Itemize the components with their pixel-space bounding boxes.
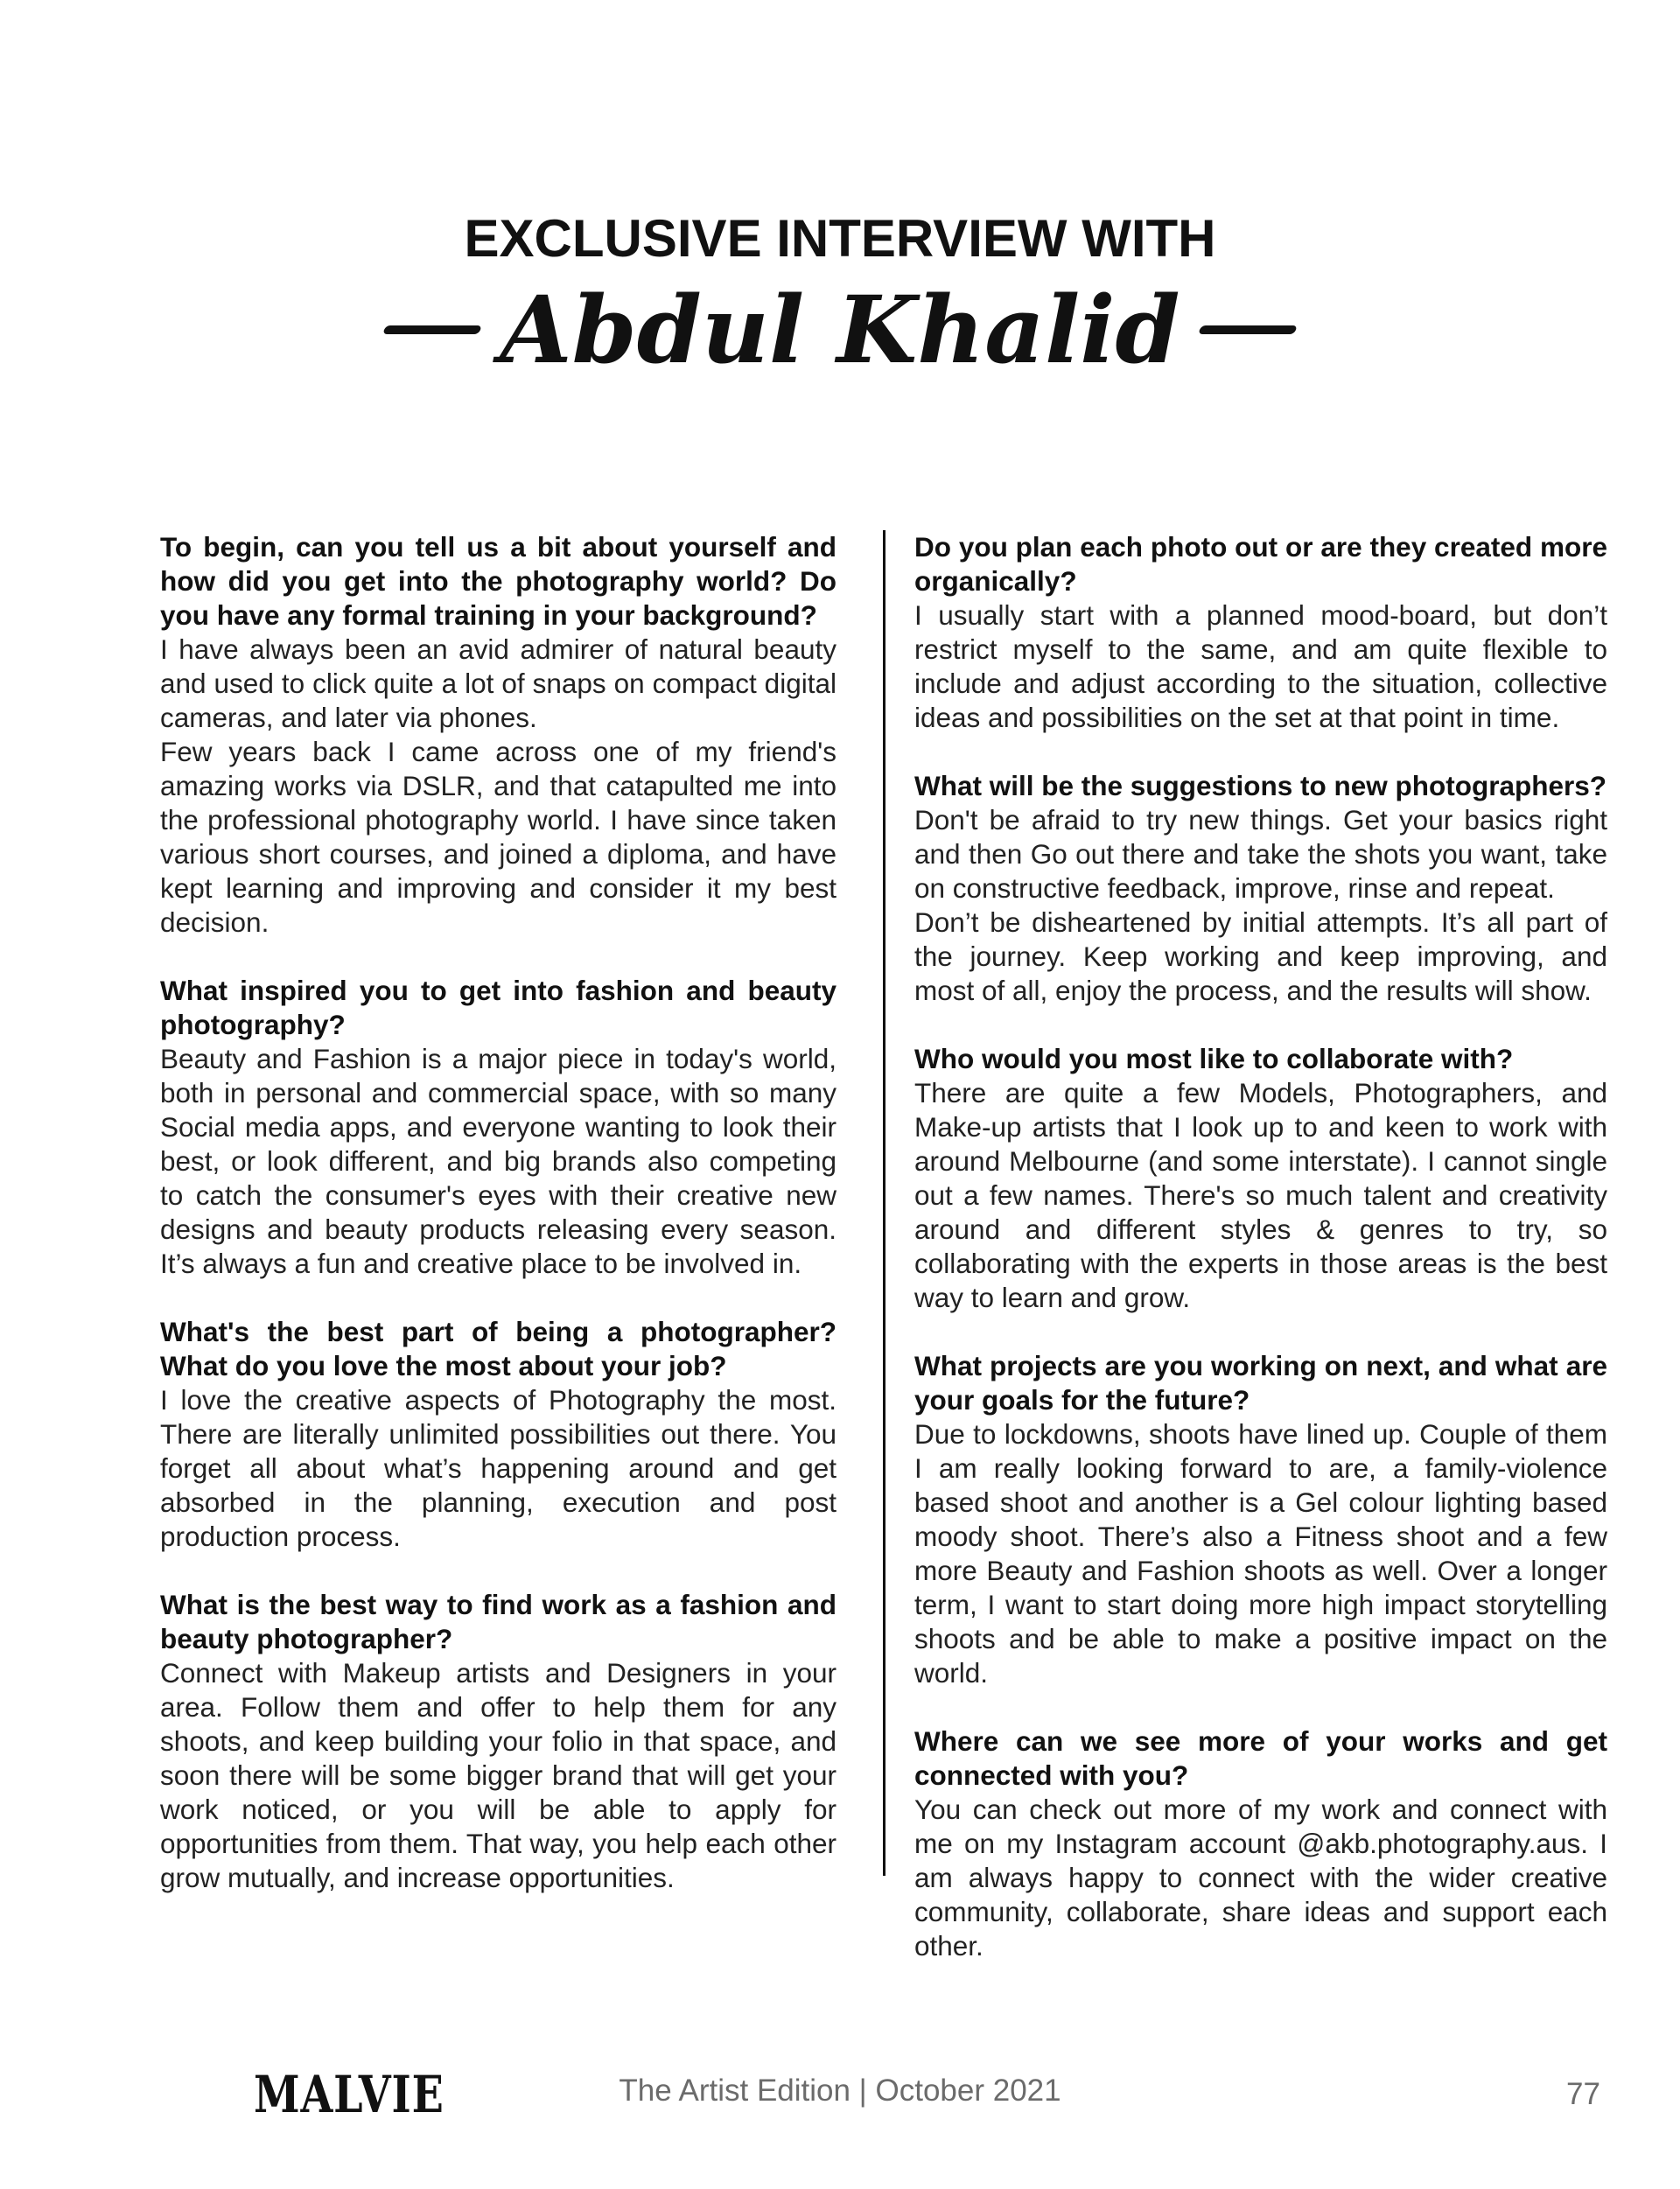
interview-answer: There are quite a few Models, Photographers, and Make-up artists that I look up to and keen to work with around Melbourne (and some interstate). I cannot single out a few names. There's so much talent and creativity around and different styles & genres to try, so collaborating with the experts in those areas is the best way to learn and grow.: [914, 1077, 1607, 1313]
qa-block: [914, 1724, 1607, 1963]
interview-answer: Don’t be disheartened by initial attempts. It’s all part of the journey. Keep working and keep improving, and most of all, enjoy the process, and the results will show.: [914, 906, 1607, 1006]
interview-question: What inspired you to get into fashion and beauty photography?: [160, 975, 836, 1040]
interview-answer: I usually start with a planned mood-board, but don’t restrict myself to the same, and am quite flexible to include and adjust according to the situation, collective ideas and possibilities on the set at that point in time.: [914, 599, 1607, 733]
interview-question: Do you plan each photo out or are they created more organically?: [914, 531, 1607, 597]
left-dash-ornament: [383, 325, 483, 334]
right-dash-ornament: [1198, 325, 1298, 334]
left-column: [160, 530, 836, 1929]
interview-answer: I love the creative aspects of Photography the most. There are literally unlimited possibilities out there. You forget all about what’s happening around and get absorbed in the planning, execution and post production process.: [160, 1384, 836, 1552]
interview-question: What will be the suggestions to new photographers?: [914, 770, 1607, 801]
interview-columns: [160, 530, 1621, 1962]
qa-block: [160, 1315, 836, 1554]
column-divider: [883, 530, 886, 1876]
qa-block: [914, 769, 1607, 1008]
interview-answer: Beauty and Fashion is a major piece in today's world, both in personal and commercial space, with so many Social media apps, and everyone wanting to look their best, or look different, and big brands also competing to catch the consumer's eyes with their creative new designs and beauty products releasing every season. It’s always a fun and creative place to be involved in.: [160, 1043, 836, 1279]
interview-question: Where can we see more of your works and get connected with you?: [914, 1725, 1607, 1791]
qa-block: [160, 530, 836, 940]
page-footer: [0, 2065, 1680, 2135]
qa-block: [160, 974, 836, 1281]
interview-answer: You can check out more of my work and connect with me on my Instagram account @akb.photography.aus. I am always happy to connect with the wider creative community, collaborate, share ideas and support each other.: [914, 1794, 1607, 1962]
interview-answer: Connect with Makeup artists and Designers in your area. Follow them and offer to help them for any shoots, and keep building your folio in that space, and soon there will be some bigger brand that will get your work noticed, or you will be able to apply for opportunities from them. That way, you help each other grow mutually, and increase opportunities.: [160, 1657, 836, 1893]
interview-answer: Few years back I came across one of my friend's amazing works via DSLR, and that catapulted me into the professional photography world. I have since taken various short courses, and joined a diploma, and have kept learning and improving and consider it my best decision.: [160, 736, 836, 938]
interviewee-name: Abdul Khalid: [500, 275, 1180, 384]
qa-block: [914, 1042, 1607, 1315]
interview-answer: Due to lockdowns, shoots have lined up. Couple of them I am really looking forward to are, a family-violence based shoot and another is a Gel colour lighting based moody shoot. There’s also a Fitness shoot and a few more Beauty and Fashion shoots as well. Over a longer term, I want to start doing more high impact storytelling shoots and be able to make a positive impact on the world.: [914, 1418, 1607, 1689]
interview-question: Who would you most like to collaborate with?: [914, 1043, 1514, 1074]
interview-question: What projects are you working on next, and what are your goals for the future?: [914, 1350, 1607, 1416]
interview-answer: Don't be afraid to try new things. Get your basics right and then Go out there and take the shots you want, take on constructive feedback, improve, rinse and repeat.: [914, 804, 1607, 904]
qa-block: [914, 530, 1607, 735]
page-number: 77: [1566, 2077, 1600, 2111]
edition-label: The Artist Edition | October 2021: [619, 2074, 1061, 2108]
qa-block: [914, 1349, 1607, 1690]
interview-question: To begin, can you tell us a bit about yourself and how did you get into the photography world? Do you have any formal training in your background?: [160, 531, 836, 631]
interview-question: What is the best way to find work as a fashion and beauty photographer?: [160, 1589, 836, 1654]
qa-block: [160, 1588, 836, 1895]
interview-question: What's the best part of being a photographer? What do you love the most about your job?: [160, 1316, 836, 1381]
magazine-logo: MALVIE: [254, 2065, 444, 2124]
article-header: [0, 209, 1680, 384]
header-kicker: EXCLUSIVE INTERVIEW WITH: [464, 209, 1216, 268]
interviewee-name-row: [0, 275, 1680, 384]
interview-answer: I have always been an avid admirer of natural beauty and used to click quite a lot of snaps on compact digital cameras, and later via phones.: [160, 633, 836, 733]
right-column: [914, 530, 1607, 1997]
